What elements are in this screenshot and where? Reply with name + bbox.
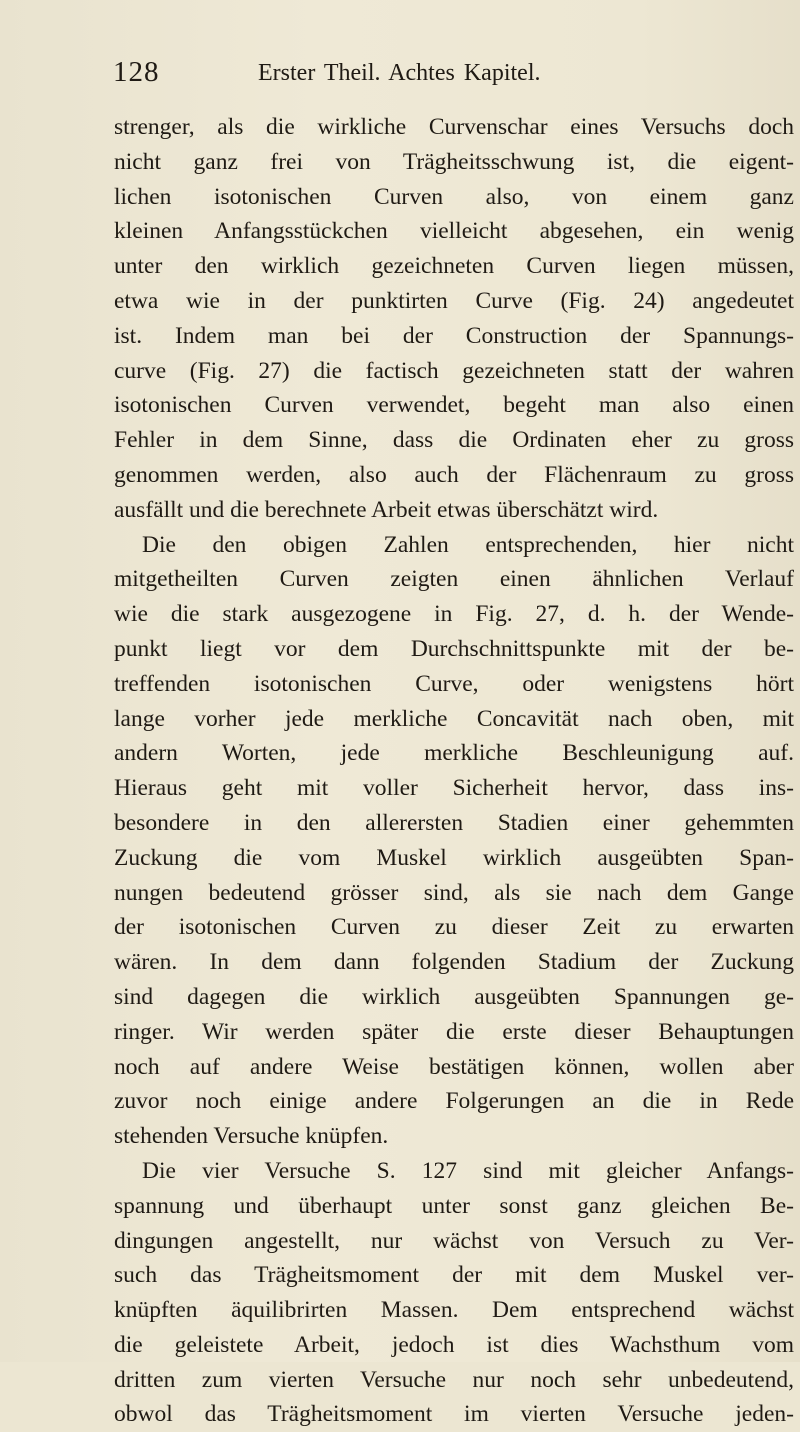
text-line: nicht ganz frei von Trägheitsschwung ist, die eigent- — [114, 148, 794, 175]
text-line: kleinen Anfangsstückchen vielleicht abgesehen, ein wenig — [114, 218, 794, 245]
text-line: spannung und überhaupt unter sonst ganz gleichen Be- — [114, 1192, 794, 1219]
text-line: genommen werden, also auch der Flächenraum zu gross — [114, 461, 794, 488]
text-line: such das Trägheitsmoment der mit dem Muskel ver- — [114, 1262, 794, 1289]
text-line: knüpften äquilibrirten Massen. Dem entsprechend wächst — [114, 1297, 794, 1324]
text-line: andern Worten, jede merkliche Beschleunigung auf. — [114, 740, 794, 767]
text-line: wie die stark ausgezogene in Fig. 27, d. h. der Wende- — [114, 601, 794, 628]
text-line: Hieraus geht mit voller Sicherheit hervor, dass ins- — [114, 775, 794, 802]
page-header — [0, 38, 800, 88]
text-line: curve (Fig. 27) die factisch gezeichneten statt der wahren — [114, 357, 794, 384]
text-line: ausfällt und die berechnete Arbeit etwas überschätzt wird. — [114, 496, 659, 523]
text-line: strenger, als die wirkliche Curvenschar eines Versuchs doch — [114, 114, 794, 140]
text-line: noch auf andere Weise bestätigen können, wollen aber — [114, 1053, 794, 1080]
text-line: obwol das Trägheitsmoment im vierten Versuche jeden- — [114, 1401, 794, 1428]
text-line: wären. In dem dann folgenden Stadium der Zuckung — [114, 949, 794, 976]
text-line: dingungen angestellt, nur wächst von Versuch zu Ver- — [114, 1227, 794, 1254]
text-line: ist. Indem man bei der Construction der Spannungs- — [114, 322, 794, 349]
text-line: nungen bedeutend grösser sind, als sie nach dem Gange — [114, 879, 794, 906]
text-line: mitgetheilten Curven zeigten einen ähnlichen Verlauf — [114, 566, 794, 593]
text-line: besondere in den allerersten Stadien einer gehemmten — [114, 809, 794, 836]
body-text — [114, 110, 794, 1432]
page-number: 128 — [113, 56, 160, 88]
text-line: unter den wirklich gezeichneten Curven liegen müssen, — [114, 253, 794, 280]
text-line: sind dagegen die wirklich ausgeübten Spannungen ge- — [114, 983, 794, 1010]
text-line: zuvor noch einige andere Folgerungen an die in Rede — [114, 1088, 794, 1115]
text-line: Fehler in dem Sinne, dass die Ordinaten eher zu gross — [114, 427, 794, 454]
text-line: dritten zum vierten Versuche nur noch sehr unbedeutend, — [114, 1366, 794, 1393]
text-line: der isotonischen Curven zu dieser Zeit zu erwarten — [114, 914, 794, 941]
text-line: punkt liegt vor dem Durchschnittspunkte mit der be- — [114, 635, 794, 662]
text-line: ringer. Wir werden später die erste dieser Behauptungen — [114, 1018, 794, 1045]
text-line: isotonischen Curven verwendet, begeht man also einen — [114, 392, 794, 419]
text-line: lange vorher jede merkliche Concavität nach oben, mit — [114, 705, 794, 732]
text-line: etwa wie in der punktirten Curve (Fig. 24) angedeutet — [114, 287, 794, 314]
text-line: lichen isotonischen Curven also, von einem ganz — [114, 183, 794, 210]
text-line: stehenden Versuche knüpfen. — [114, 1123, 389, 1150]
paragraph-first-line: Die vier Versuche S. 127 sind mit gleicher Anfangs- — [142, 1157, 794, 1184]
text-line: die geleistete Arbeit, jedoch ist dies Wachsthum vom — [114, 1331, 794, 1358]
text-line: treffenden isotonischen Curve, oder wenigstens hört — [114, 670, 794, 697]
text-line: Zuckung die vom Muskel wirklich ausgeübten Span- — [114, 844, 794, 871]
running-head: Erster Theil. Achtes Kapitel. — [258, 60, 541, 86]
paragraph-first-line: Die den obigen Zahlen entsprechenden, hier nicht — [142, 531, 794, 558]
